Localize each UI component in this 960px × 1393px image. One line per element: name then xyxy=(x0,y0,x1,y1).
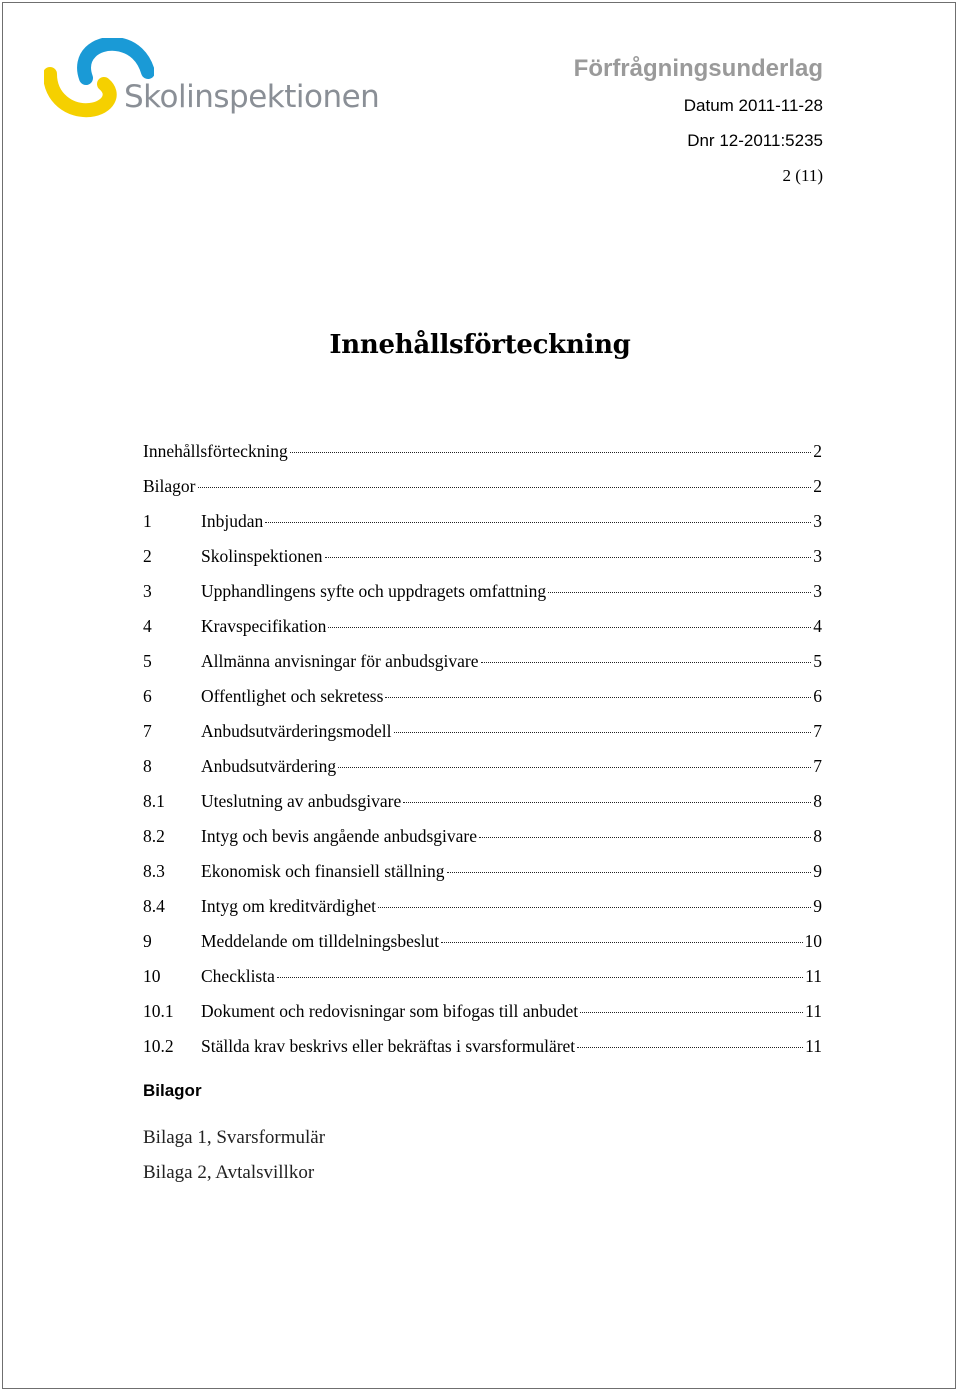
toc-entry-page: 3 xyxy=(813,511,822,531)
toc-entry-page: 5 xyxy=(813,651,822,671)
toc-dot-leader xyxy=(265,522,811,523)
toc-entry-title: Innehållsförteckning xyxy=(143,441,288,461)
toc-entry[interactable] xyxy=(143,616,822,651)
toc-entry[interactable] xyxy=(143,791,822,826)
toc-entry[interactable] xyxy=(143,651,822,686)
toc-dot-leader xyxy=(338,767,811,768)
toc-entry-title: Allmänna anvisningar för anbudsgivare xyxy=(201,651,479,671)
bilagor-heading: Bilagor xyxy=(143,1081,202,1100)
toc-entry-title: Uteslutning av anbudsgivare xyxy=(201,791,402,811)
document-type: Förfrågningsunderlag xyxy=(573,55,823,82)
toc-entry-title: Offentlighet och sekretess xyxy=(201,686,384,706)
toc-entry-number: 3 xyxy=(143,581,152,601)
toc-entry[interactable] xyxy=(143,476,822,511)
toc-dot-leader xyxy=(394,732,812,733)
toc-entry-page: 4 xyxy=(813,616,822,636)
toc-entry-page: 3 xyxy=(813,581,822,601)
toc-entry-number: 2 xyxy=(143,546,152,566)
toc-dot-leader xyxy=(328,627,811,628)
toc-entry[interactable] xyxy=(143,896,822,931)
document-header xyxy=(574,54,823,186)
toc-entry-number: 8.2 xyxy=(143,826,165,846)
table-of-contents xyxy=(143,441,822,1071)
toc-dot-leader xyxy=(290,452,811,453)
toc-entry-number: 8.3 xyxy=(143,861,165,881)
toc-entry[interactable] xyxy=(143,546,822,581)
toc-entry-page: 7 xyxy=(813,756,822,776)
toc-entry[interactable] xyxy=(143,826,822,861)
toc-dot-leader xyxy=(447,872,812,873)
toc-entry[interactable] xyxy=(143,1001,822,1036)
toc-entry-page: 7 xyxy=(813,721,822,741)
toc-entry-title: Kravspecifikation xyxy=(201,616,327,636)
toc-dot-leader xyxy=(548,592,811,593)
toc-entry-page: 11 xyxy=(805,1001,822,1021)
toc-entry[interactable] xyxy=(143,686,822,721)
toc-dot-leader xyxy=(481,662,812,663)
toc-dot-leader xyxy=(403,802,811,803)
toc-entry[interactable] xyxy=(143,1036,822,1071)
toc-entry-title: Checklista xyxy=(201,966,275,986)
toc-entry-number: 8 xyxy=(143,756,152,776)
toc-entry-page: 9 xyxy=(813,896,822,916)
toc-entry-number: 4 xyxy=(143,616,152,636)
toc-entry-title: Ekonomisk och finansiell ställning xyxy=(201,861,445,881)
toc-entry-title: Anbudsutvärdering xyxy=(201,756,337,776)
toc-entry-number: 10.1 xyxy=(143,1001,174,1021)
toc-entry-page: 10 xyxy=(804,931,822,951)
toc-entry-page: 8 xyxy=(813,791,822,811)
toc-entry-title: Ställda krav beskrivs eller bekräftas i svarsformuläret xyxy=(201,1036,576,1056)
document-date: Datum 2011-11-28 xyxy=(683,96,823,115)
toc-entry-title: Anbudsutvärderingsmodell xyxy=(201,721,392,741)
toc-entry-title: Upphandlingens syfte och uppdragets omfattning xyxy=(201,581,547,601)
toc-dot-leader xyxy=(325,557,812,558)
page-title: Innehållsförteckning xyxy=(329,330,631,360)
toc-entry-number: 1 xyxy=(143,511,152,531)
page-number: 2 (11) xyxy=(782,166,823,185)
toc-entry-title: Inbjudan xyxy=(201,511,264,531)
toc-dot-leader xyxy=(580,1012,803,1013)
toc-entry-number: 9 xyxy=(143,931,152,951)
appendix-list xyxy=(143,1125,325,1195)
toc-entry[interactable] xyxy=(143,861,822,896)
skolinspektionen-logo xyxy=(44,38,384,124)
appendix-item[interactable]: Bilaga 1, Svarsformulär xyxy=(143,1127,326,1148)
toc-entry-number: 10.2 xyxy=(143,1036,174,1056)
toc-entry-title: Meddelande om tilldelningsbeslut xyxy=(201,931,440,951)
toc-dot-leader xyxy=(198,487,812,488)
toc-entry[interactable] xyxy=(143,966,822,1001)
toc-entry-title: Intyg om kreditvärdighet xyxy=(201,896,376,916)
toc-entry-title: Dokument och redovisningar som bifogas till anbudet xyxy=(201,1001,579,1021)
toc-dot-leader xyxy=(385,697,811,698)
toc-entry[interactable] xyxy=(143,581,822,616)
toc-entry-page: 11 xyxy=(805,966,822,986)
toc-entry[interactable] xyxy=(143,441,822,476)
toc-entry[interactable] xyxy=(143,721,822,756)
toc-dot-leader xyxy=(277,977,803,978)
toc-entry-page: 2 xyxy=(813,476,822,496)
toc-entry[interactable] xyxy=(143,931,822,966)
toc-entry-title: Intyg och bevis angående anbudsgivare xyxy=(201,826,478,846)
toc-entry-title: Skolinspektionen xyxy=(201,546,323,566)
toc-dot-leader xyxy=(479,837,811,838)
toc-entry-page: 8 xyxy=(813,826,822,846)
toc-entry[interactable] xyxy=(143,511,822,546)
logo-wordmark: Skolinspektionen xyxy=(124,79,380,115)
toc-dot-leader xyxy=(441,942,802,943)
toc-entry-number: 8.4 xyxy=(143,896,165,916)
toc-entry-number: 8.1 xyxy=(143,791,165,811)
toc-entry-page: 11 xyxy=(805,1036,822,1056)
appendix-item[interactable]: Bilaga 2, Avtalsvillkor xyxy=(143,1162,315,1183)
toc-entry-number: 7 xyxy=(143,721,152,741)
toc-entry-page: 9 xyxy=(813,861,822,881)
toc-entry-page: 3 xyxy=(813,546,822,566)
toc-entry-title: Bilagor xyxy=(143,476,196,496)
toc-entry[interactable] xyxy=(143,756,822,791)
toc-dot-leader xyxy=(577,1047,803,1048)
toc-entry-number: 10 xyxy=(143,966,161,986)
toc-entry-number: 5 xyxy=(143,651,152,671)
document-dnr: Dnr 12-2011:5235 xyxy=(687,131,823,150)
toc-entry-number: 6 xyxy=(143,686,152,706)
toc-entry-page: 6 xyxy=(813,686,822,706)
toc-entry-page: 2 xyxy=(813,441,822,461)
toc-dot-leader xyxy=(378,907,811,908)
